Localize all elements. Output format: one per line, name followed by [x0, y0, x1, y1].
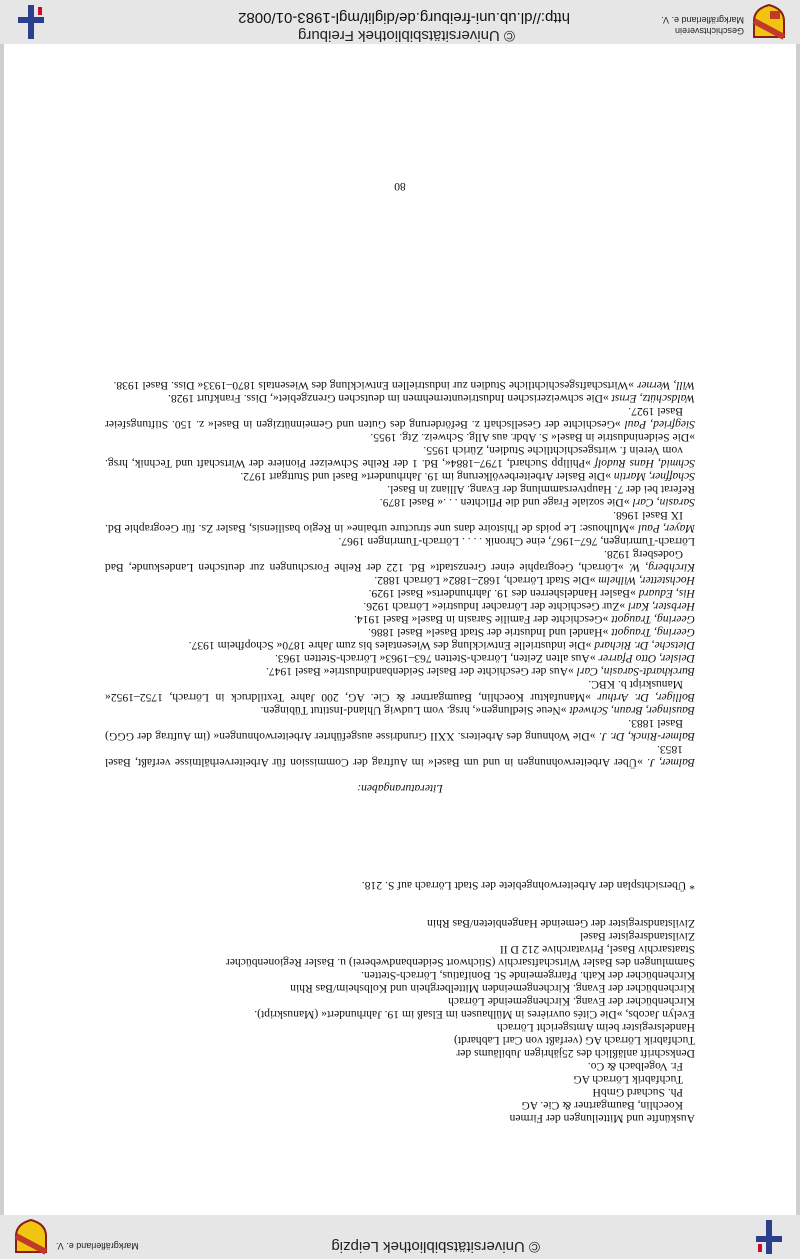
- literature-entry: [105, 509, 695, 535]
- literature-entry: [105, 652, 695, 665]
- literature-entry: [105, 483, 695, 496]
- source-item: Zivilstandsregister der Gemeinde Hangenbieten/Bas Rhin: [427, 917, 695, 930]
- literature-entry: [105, 743, 695, 769]
- entry-text: »Die soziale Frage und die Pflichten . . .« Basel 1879.: [379, 496, 633, 509]
- literature-entry: [105, 626, 695, 639]
- literature-entry: [105, 444, 695, 470]
- entry-text: »Über Arbeiterwohnungen in und um Basel« im Auftrag der Commission für Arbeiterverhältnisse verfaßt, Basel 1853.: [105, 743, 683, 769]
- page-edge-right: [0, 44, 4, 1215]
- entry-author: Sarasin, Carl: [632, 496, 695, 509]
- literature-entry: [105, 678, 695, 704]
- entry-text: »Die schweizerischen Industrieunternehmen im deutschen Grenzgebiet«, Diss. Frankfurt 1928.: [168, 392, 612, 405]
- library-copyright: © Universitätsbibliothek Leipzig: [331, 1238, 540, 1255]
- source-item: Handelsregister beim Amtsgericht Lörrach: [497, 1021, 695, 1034]
- literature-entry: [105, 704, 695, 717]
- entry-text: »Handel und Industrie der Stadt Basel« Basel 1886.: [368, 626, 612, 639]
- university-logo-icon[interactable]: [12, 3, 50, 41]
- entry-text: »Die Basler Arbeiterbevölkerung im 19. Jahrhundert« Basel und Stuttgart 1972.: [240, 470, 614, 483]
- entry-author: Herbster, Karl: [628, 600, 695, 613]
- entry-author: Balmer, J.: [647, 756, 695, 769]
- source-item: Tuchfabrik Lörrach AG (verfaßt von Carl Labhardt): [453, 1034, 695, 1047]
- entry-text: Referat bei der 7. Hauptversammlung der Evang. Allianz in Basel.: [387, 483, 695, 496]
- source-item: Fr. Vogelbach & Co.: [587, 1060, 683, 1073]
- entry-author: Deisler, Otto Pfarrer: [598, 652, 695, 665]
- entry-author: Bausinger, Braun, Schwedt: [569, 704, 695, 717]
- library-copyright: © Universitätsbibliothek Freiburg: [298, 27, 515, 44]
- literature-entry: [105, 665, 695, 678]
- source-item: Kirchenbücher der Kath. Pfarrgemeinde St. Bonifatius, Lörrach-Stetten.: [361, 969, 695, 982]
- university-logo-icon[interactable]: [750, 1218, 788, 1256]
- page-number: 80: [394, 180, 406, 193]
- entry-author: Mayer, Paul: [638, 522, 695, 535]
- entry-text: »Aus alten Zeiten, Lörrach-Stetten 763–1963« Lörrach-Stetten 1963.: [274, 652, 599, 665]
- permalink-footer-bar: [0, 0, 800, 44]
- literature-entry: [105, 587, 695, 600]
- literature-entry: [105, 379, 695, 392]
- entry-text: »Lörrach, Geographie einer Grenzstadt« Bd. 122 der Reihe Forschungen zur deutschen Landeskunde, Bad Godesberg 1928.: [104, 548, 683, 574]
- source-item: Staatsarchiv Basel, Privatarchive 212 D II: [499, 943, 695, 956]
- literature-entry: [105, 496, 695, 509]
- source-item: Sammlungen des Basler Wirtschaftsarchiv (Stichwort Seidenbandweberei) u. Basler Regionenbücher: [225, 956, 695, 969]
- entry-author: Hochstetter, Wilhelm: [598, 574, 695, 587]
- permalink-url[interactable]: http://dl.ub.uni-freiburg.de/diglit/mgl-1983-01/0082: [238, 9, 570, 26]
- literature-entry: [105, 405, 695, 431]
- entry-author: Balmer-Rinck, Dr. J.: [598, 730, 695, 743]
- entry-text: »Manufaktur Koechlin, Baumgartner & Cie. AG, 200 Jahre Textildruck in Lörrach, 1752–1952« Manuskript b. KBC.: [105, 678, 683, 704]
- entry-author: His, Eduard: [638, 587, 695, 600]
- association-crest-icon[interactable]: [12, 1218, 50, 1256]
- entry-author: Dietsche, Dr. Richard: [594, 639, 695, 652]
- source-item: Koechlin, Baumgartner & Cie. AG: [521, 1099, 683, 1112]
- entry-author: Bolliger, Dr. Arthur: [597, 691, 695, 704]
- literature-entry: [105, 639, 695, 652]
- entry-author: Burckhardt-Sarasin, Carl: [576, 665, 695, 678]
- source-item: Kirchenbücher der Evang. Kirchengemeinden Mittelberghein und Kolbsheim/Bas Rhin: [290, 982, 695, 995]
- entry-text: »Geschichte der Gesellschaft z. Beförderung des Guten und Gemeinnützigen in Basel« z. 150. Stiftungsfeier Basel 1927.: [104, 405, 683, 431]
- source-item: Zivilstandsregister Basel: [580, 930, 695, 943]
- literature-entry: [105, 535, 695, 548]
- entry-text: »Mulhouse: Le poids de l'histoire dans une structure urbaine« in Regio basiliensis, Basler Zs. für Geographie Bd. IX Basel 1968.: [105, 509, 683, 535]
- source-item: Denkschrift anläßlich des 25jährigen Jubiläums der: [456, 1047, 695, 1060]
- sources-heading: Auskünfte und Mitteilungen der Firmen: [509, 1112, 695, 1125]
- entry-text: »Basler Handelsherren des 19. Jahrhunderts« Basel 1929.: [368, 587, 639, 600]
- entry-author: Kirchberg, W.: [628, 561, 695, 574]
- entry-text: »Die Seidenindustrie in Basel« S. Abdr. aus Allg. Schweiz. Ztg. 1955.: [370, 431, 695, 444]
- literature-entry: [105, 431, 695, 444]
- association-crest-icon[interactable]: [750, 3, 788, 41]
- entry-text: »Die industrielle Entwicklung des Wiesentales bis zum Jahre 1870« Schopfheim 1937.: [188, 639, 595, 652]
- library-header-bar: [0, 1215, 800, 1259]
- literature-heading: Literaturangaben:: [357, 782, 443, 795]
- entry-text: »Die Stadt Lörrach, 1682–1882« Lörrach 1882.: [374, 574, 599, 587]
- entry-text: »Geschichte der Familie Sarasin in Basel« Basel 1914.: [353, 613, 612, 626]
- entry-text: »Wirtschaftsgeschichtliche Studien zur industriellen Entwicklung des Wiesentals 1870–1933« Diss. Basel 1938.: [113, 379, 637, 392]
- entry-text: »Die Wohnung des Arbeiters. XXII Grundrisse ausgeführter Arbeiterwohnungen« (im Auftrag der GGG) Basel 1883.: [104, 717, 683, 743]
- literature-entry: [105, 600, 695, 613]
- source-item: Ph. Suchard GmbH: [592, 1086, 683, 1099]
- entry-text: »Zur Geschichte der Lörracher Industrie« Lörrach 1926.: [363, 600, 628, 613]
- page-edge-left: [796, 44, 800, 1215]
- entry-author: Will, Werner: [636, 379, 695, 392]
- footnote: * Übersichtsplan der Arbeiterwohngebiete der Stadt Lörrach auf S. 218.: [361, 879, 695, 892]
- scanned-page: [0, 44, 800, 1215]
- entry-author: Schmid, Hans Rudolf: [594, 457, 695, 470]
- literature-entry: [105, 613, 695, 626]
- entry-author: Siegfried, Paul: [624, 418, 695, 431]
- association-label: Geschichtsverein Markgräflerland e. V.: [661, 15, 744, 36]
- association-label: Markgräflerland e. V.: [56, 1241, 139, 1251]
- entry-author: Geering, Traugott: [611, 626, 695, 639]
- literature-entry: [105, 470, 695, 483]
- entry-author: Schaffner, Martin: [613, 470, 695, 483]
- literature-list: [105, 379, 695, 769]
- literature-entry: [105, 717, 695, 743]
- source-item: Evelyn Jacobs, »Die Cités ouvrières in Mülhausen im Elsaß im 19. Jahrhundert« (Manuskript).: [254, 1008, 695, 1021]
- entry-text: Lörrach-Tumringen, 767–1967, eine Chronik . . . . Lörrach-Tumringen 1967.: [338, 535, 695, 548]
- entry-text: »Neue Siedlungen«, hrsg. vom Ludwig Uhland-Institut Tübingen.: [260, 704, 570, 717]
- sources-list: [105, 917, 695, 1112]
- literature-entry: [105, 574, 695, 587]
- entry-author: Waldschütz, Ernst: [611, 392, 695, 405]
- literature-entry: [105, 392, 695, 405]
- entry-text: »Aus der Geschichte der Basler Seidenbandindustrie« Basel 1947.: [265, 665, 577, 678]
- source-item: Tuchfabrik Lörrach AG: [573, 1073, 683, 1086]
- entry-author: Geering, Traugott: [611, 613, 695, 626]
- source-item: Kirchenbücher der Evang. Kirchengemeinde Lörrach: [448, 995, 695, 1008]
- entry-text: »Philipp Suchard, 1797–1884«, Bd. 1 der Reihe Schweizer Pioniere der Wirtschaft und Technik, hrsg. vom Verein f. wirtsgeschichtliche Studien, Zürich 1955.: [105, 444, 683, 470]
- literature-entry: [105, 548, 695, 574]
